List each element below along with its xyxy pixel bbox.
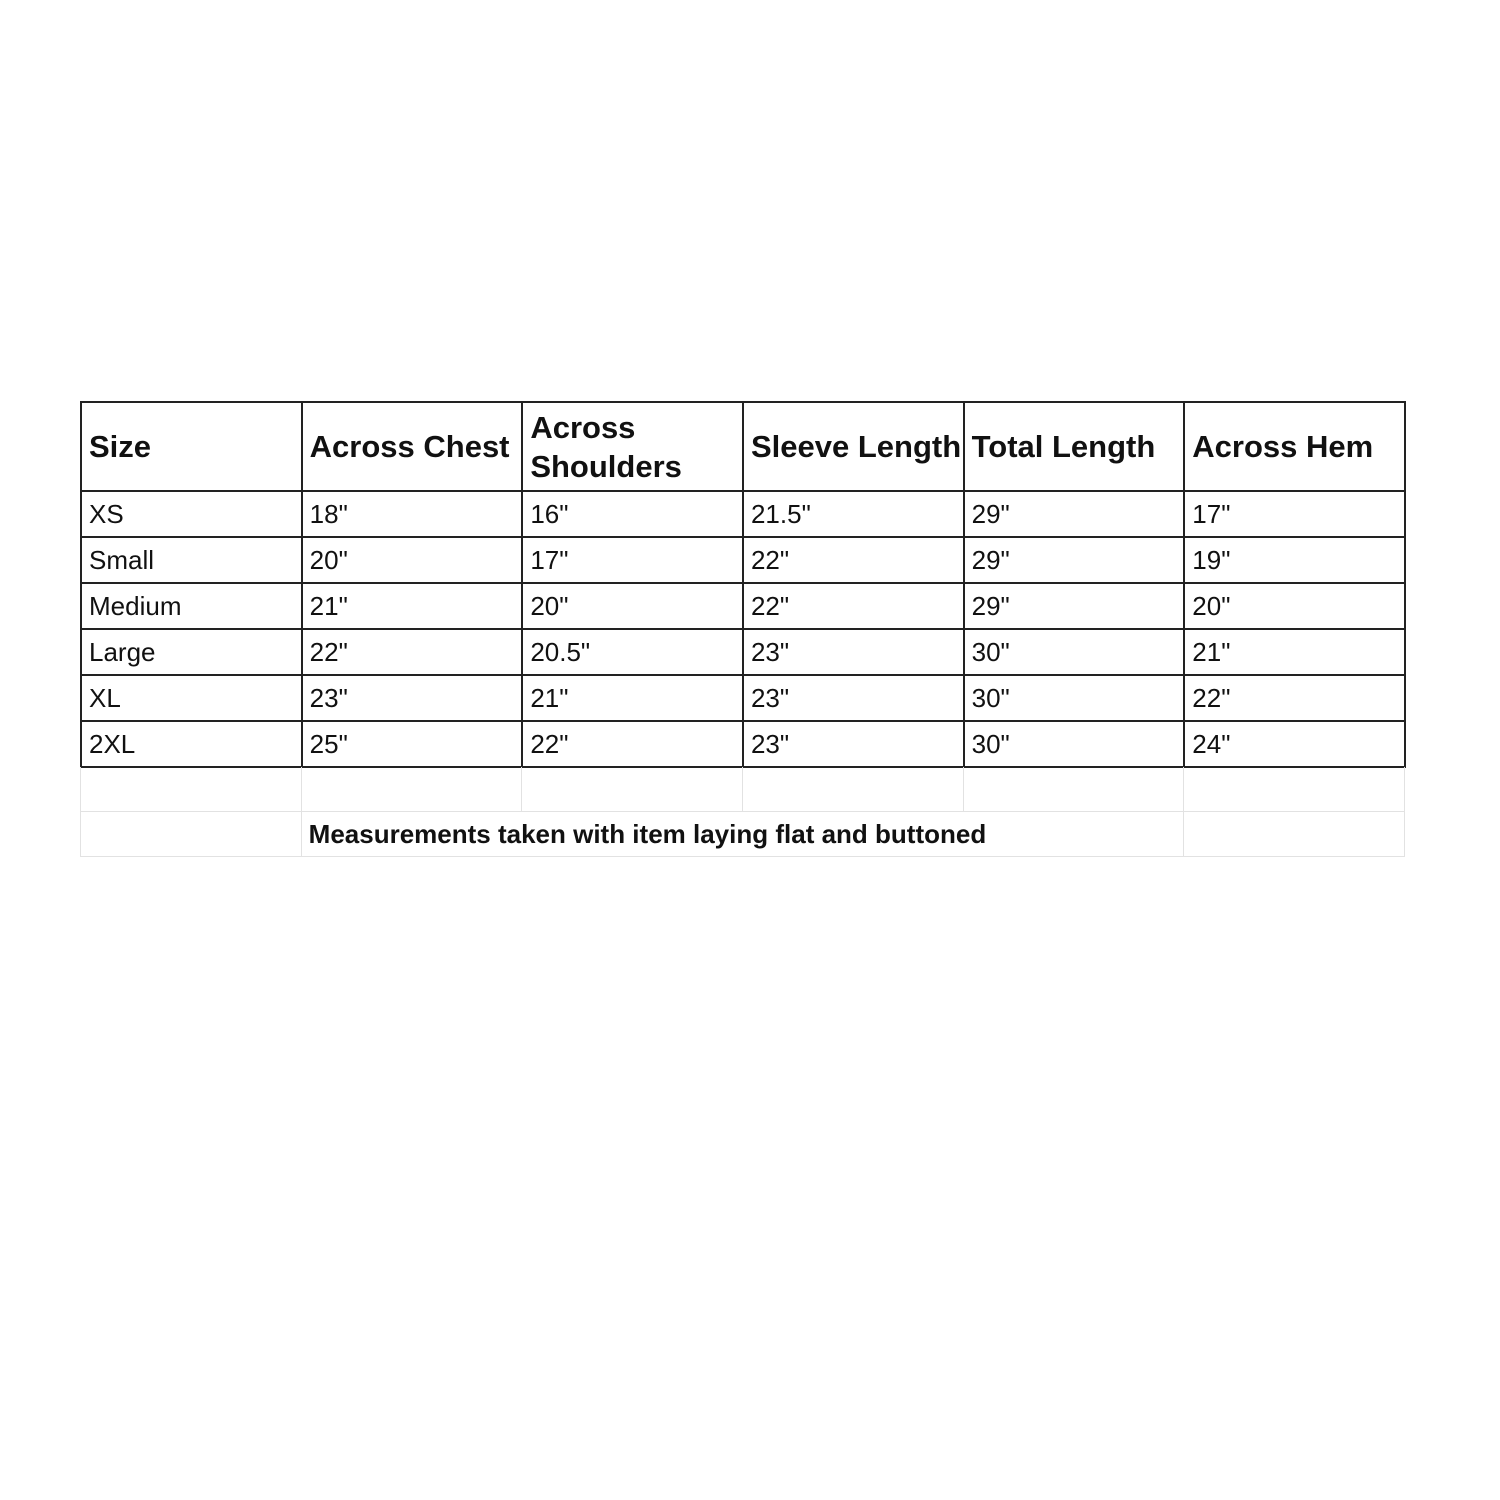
header-across-shoulders: Across Shoulders — [522, 402, 743, 491]
cell-across-shoulders: 20" — [522, 583, 743, 629]
header-size: Size — [81, 402, 302, 491]
header-across-hem: Across Hem — [1184, 402, 1405, 491]
cell-across-chest: 20" — [302, 537, 523, 583]
header-sleeve-length: Sleeve Length — [743, 402, 964, 491]
cell-total-length: 30" — [964, 629, 1185, 675]
table-row — [81, 491, 1405, 537]
empty-cell — [963, 767, 1184, 812]
empty-cell — [81, 812, 302, 857]
cell-sleeve-length: 23" — [743, 629, 964, 675]
cell-across-shoulders: 21" — [522, 675, 743, 721]
cell-size: Large — [81, 629, 302, 675]
cell-across-shoulders: 20.5" — [522, 629, 743, 675]
table-row — [81, 537, 1405, 583]
empty-row — [81, 767, 1405, 812]
cell-across-chest: 23" — [302, 675, 523, 721]
cell-sleeve-length: 21.5" — [743, 491, 964, 537]
header-row — [81, 402, 1405, 491]
size-chart-sheet — [80, 401, 1404, 857]
empty-cell — [301, 767, 522, 812]
cell-size: Medium — [81, 583, 302, 629]
header-across-chest: Across Chest — [302, 402, 523, 491]
empty-cell — [81, 767, 302, 812]
cell-across-chest: 18" — [302, 491, 523, 537]
cell-across-hem: 24" — [1184, 721, 1405, 767]
cell-size: Small — [81, 537, 302, 583]
cell-across-shoulders: 22" — [522, 721, 743, 767]
cell-total-length: 29" — [964, 491, 1185, 537]
cell-size: XL — [81, 675, 302, 721]
cell-sleeve-length: 22" — [743, 537, 964, 583]
cell-total-length: 29" — [964, 537, 1185, 583]
cell-sleeve-length: 23" — [743, 675, 964, 721]
table-row — [81, 675, 1405, 721]
header-total-length: Total Length — [964, 402, 1185, 491]
cell-across-shoulders: 16" — [522, 491, 743, 537]
empty-cell — [742, 767, 963, 812]
empty-cell — [1184, 767, 1405, 812]
empty-cell — [1184, 812, 1405, 857]
table-row — [81, 583, 1405, 629]
cell-total-length: 30" — [964, 721, 1185, 767]
note-row — [81, 812, 1405, 857]
cell-total-length: 30" — [964, 675, 1185, 721]
cell-size: 2XL — [81, 721, 302, 767]
cell-across-hem: 20" — [1184, 583, 1405, 629]
cell-sleeve-length: 22" — [743, 583, 964, 629]
measurement-note: Measurements taken with item laying flat and buttoned — [301, 812, 1184, 857]
cell-size: XS — [81, 491, 302, 537]
cell-across-hem: 21" — [1184, 629, 1405, 675]
cell-across-chest: 25" — [302, 721, 523, 767]
cell-total-length: 29" — [964, 583, 1185, 629]
cell-across-chest: 21" — [302, 583, 523, 629]
cell-sleeve-length: 23" — [743, 721, 964, 767]
cell-across-hem: 22" — [1184, 675, 1405, 721]
size-chart-table — [80, 401, 1406, 768]
spreadsheet-grid-extra — [80, 767, 1405, 857]
cell-across-hem: 17" — [1184, 491, 1405, 537]
empty-cell — [522, 767, 743, 812]
table-row — [81, 721, 1405, 767]
cell-across-shoulders: 17" — [522, 537, 743, 583]
table-row — [81, 629, 1405, 675]
cell-across-chest: 22" — [302, 629, 523, 675]
cell-across-hem: 19" — [1184, 537, 1405, 583]
